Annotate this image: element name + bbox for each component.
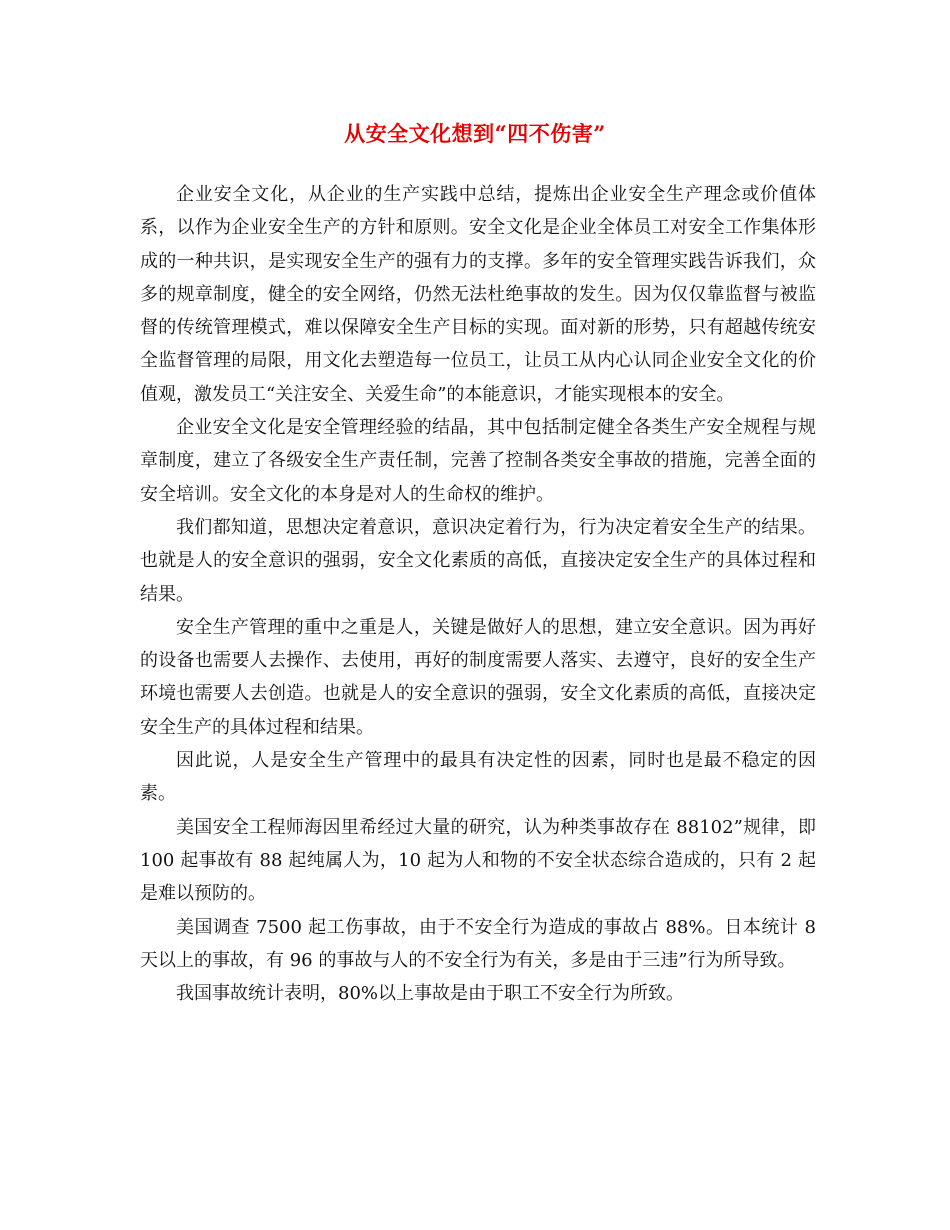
paragraph-5: 因此说，人是安全生产管理中的最具有决定性的因素，同时也是最不稳定的因素。	[140, 750, 816, 805]
paragraph-6: 美国安全工程师海因里希经过大量的研究，认为种类事故存在 88102”规律，即 100 起事故有 88 起纯属人为，10 起为人和物的不安全状态综合造成的，只有 2 起是难以预防的。	[140, 816, 816, 905]
document-body	[140, 178, 816, 1010]
paragraph-7: 美国调查 7500 起工伤事故，由于不安全行为造成的事故占 88%。日本统计 8 天以上的事故，有 96 的事故与人的不安全行为有关，多是由于三违”行为所导致。	[140, 916, 816, 971]
paragraph-4: 安全生产管理的重中之重是人，关键是做好人的思想，建立安全意识。因为再好的设备也需要人去操作、去使用，再好的制度需要人落实、去遵守，良好的安全生产环境也需要人去创造。也就是人的安全意识的强弱，安全文化素质的高低，直接决定安全生产的具体过程和结果。	[140, 616, 816, 738]
paragraph-1: 企业安全文化，从企业的生产实践中总结，提炼出企业安全生产理念或价值体系，以作为企业安全生产的方针和原则。安全文化是企业全体员工对安全工作集体形成的一种共识，是实现安全生产的强有力的支撑。多年的安全管理实践告诉我们，众多的规章制度，健全的安全网络，仍然无法杜绝事故的发生。因为仅仅靠监督与被监督的传统管理模式，难以保障安全生产目标的实现。面对新的形势，只有超越传统安全监督管理的局限，用文化去塑造每一位员工，让员工从内心认同企业安全文化的价值观，激发员工“关注安全、关爱生命”的本能意识，才能实现根本的安全。	[140, 184, 816, 405]
document-title: 从安全文化想到“四不伤害”	[344, 121, 606, 146]
paragraph-2: 企业安全文化是安全管理经验的结晶，其中包括制定健全各类生产安全规程与规章制度，建立了各级安全生产责任制，完善了控制各类安全事故的措施，完善全面的安全培训。安全文化的本身是对人的生命权的维护。	[140, 417, 816, 505]
paragraph-3: 我们都知道，思想决定着意识，意识决定着行为，行为决定着安全生产的结果。也就是人的安全意识的强弱，安全文化素质的高低，直接决定安全生产的具体过程和结果。	[140, 516, 816, 605]
paragraph-8: 我国事故统计表明，80%以上事故是由于职工不安全行为所致。	[176, 983, 685, 1005]
